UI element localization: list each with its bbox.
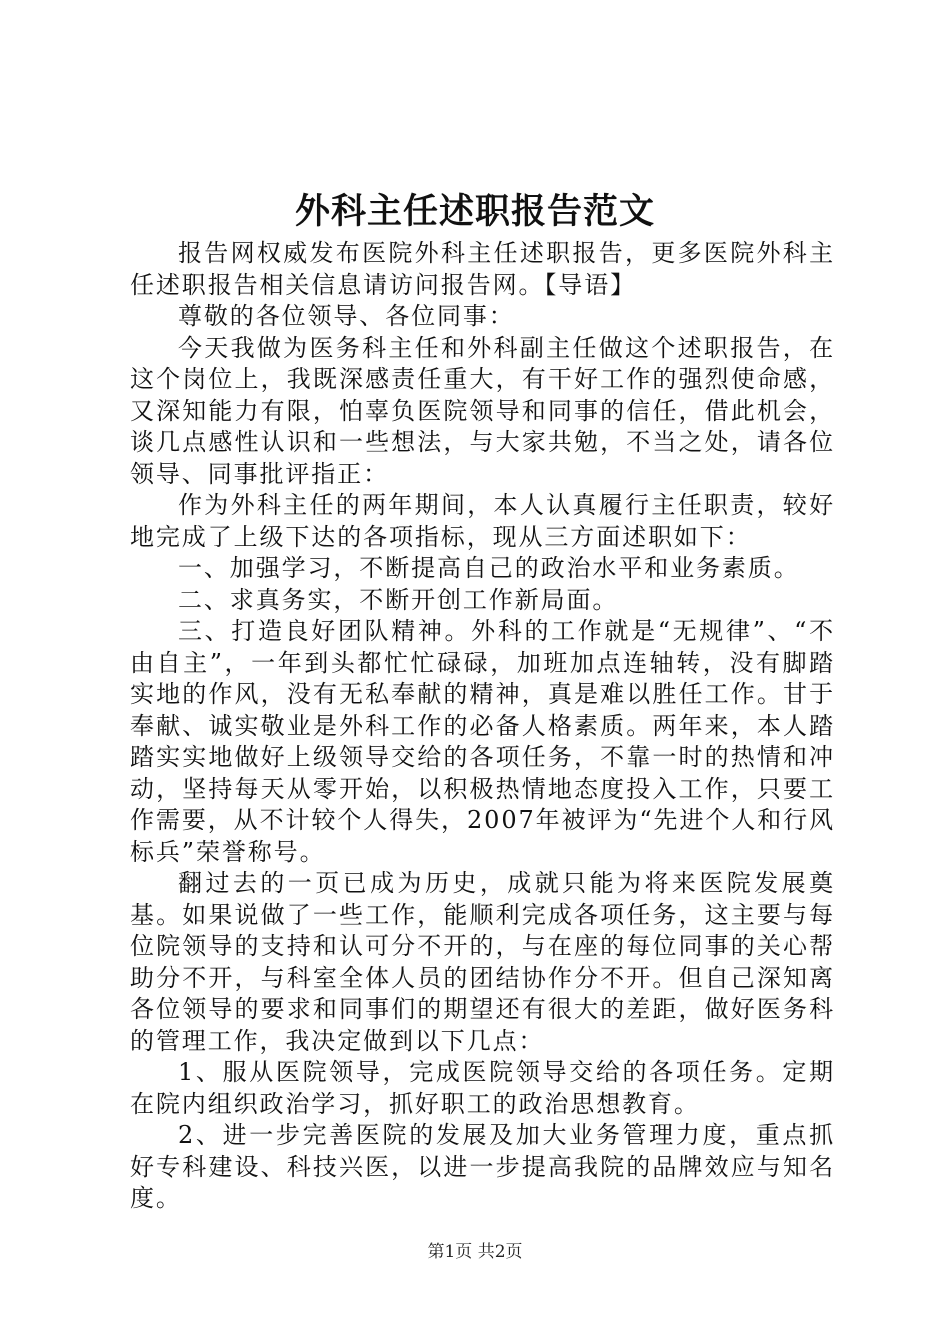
paragraph-plan-1: 1、服从医院领导，完成医院领导交给的各项任务。定期在院内组织政治学习，抓好职工的政治思想教育。 xyxy=(130,1058,835,1118)
paragraph-point-3: 三、打造良好团队精神。外科的工作就是“无规律”、“不由自主”，一年到头都忙忙碌碌，加班加点连轴转，没有脚踏实地的作风，没有无私奉献的精神，真是难以胜任工作。甘于奉献、诚实敬业是外科工作的必备人格素质。两年来，本人踏踏实实地做好上级领导交给的各项任务，不靠一时的热情和冲动，坚持每天从零开始，以积极热情地态度投入工作，只要工作需要，从不计较个人得失，2007年被评为“先进个人和行风标兵”荣誉称号。 xyxy=(130,617,835,866)
paragraph-intro: 报告网权威发布医院外科主任述职报告，更多医院外科主任述职报告相关信息请访问报告网。【导语】 xyxy=(130,239,835,299)
paragraph-salutation: 尊敬的各位领导、各位同事： xyxy=(178,302,515,330)
page-number: 第1页 共2页 xyxy=(427,1242,523,1262)
paragraph-point-1: 一、加强学习，不断提高自己的政治水平和业务素质。 xyxy=(178,554,800,582)
paragraph-reflection: 翻过去的一页已成为历史，成就只能为将来医院发展奠基。如果说做了一些工作，能顺利完成各项任务，这主要与每位院领导的支持和认可分不开的，与在座的每位同事的关心帮助分不开，与科室全体人员的团结协作分不开。但自己深知离各位领导的要求和同事们的期望还有很大的差距，做好医务科的管理工作，我决定做到以下几点： xyxy=(130,869,835,1055)
paragraph-opening: 今天我做为医务科主任和外科副主任做这个述职报告，在这个岗位上，我既深感责任重大，有干好工作的强烈使命感，又深知能力有限，怕辜负医院领导和同事的信任，借此机会，谈几点感性认识和一些想法，与大家共勉，不当之处，请各位领导、同事批评指正： xyxy=(130,333,835,488)
paragraph-point-2: 二、求真务实，不断开创工作新局面。 xyxy=(178,585,619,614)
paragraph-summary: 作为外科主任的两年期间，本人认真履行主任职责，较好地完成了上级下达的各项指标，现从三方面述职如下： xyxy=(130,491,835,551)
paragraph-plan-2: 2、进一步完善医院的发展及加大业务管理力度，重点抓好专科建设、科技兴医，以进一步提高我院的品牌效应与知名度。 xyxy=(130,1121,835,1212)
document-body xyxy=(130,238,835,1215)
document-title: 外科主任述职报告范文 xyxy=(294,192,655,232)
